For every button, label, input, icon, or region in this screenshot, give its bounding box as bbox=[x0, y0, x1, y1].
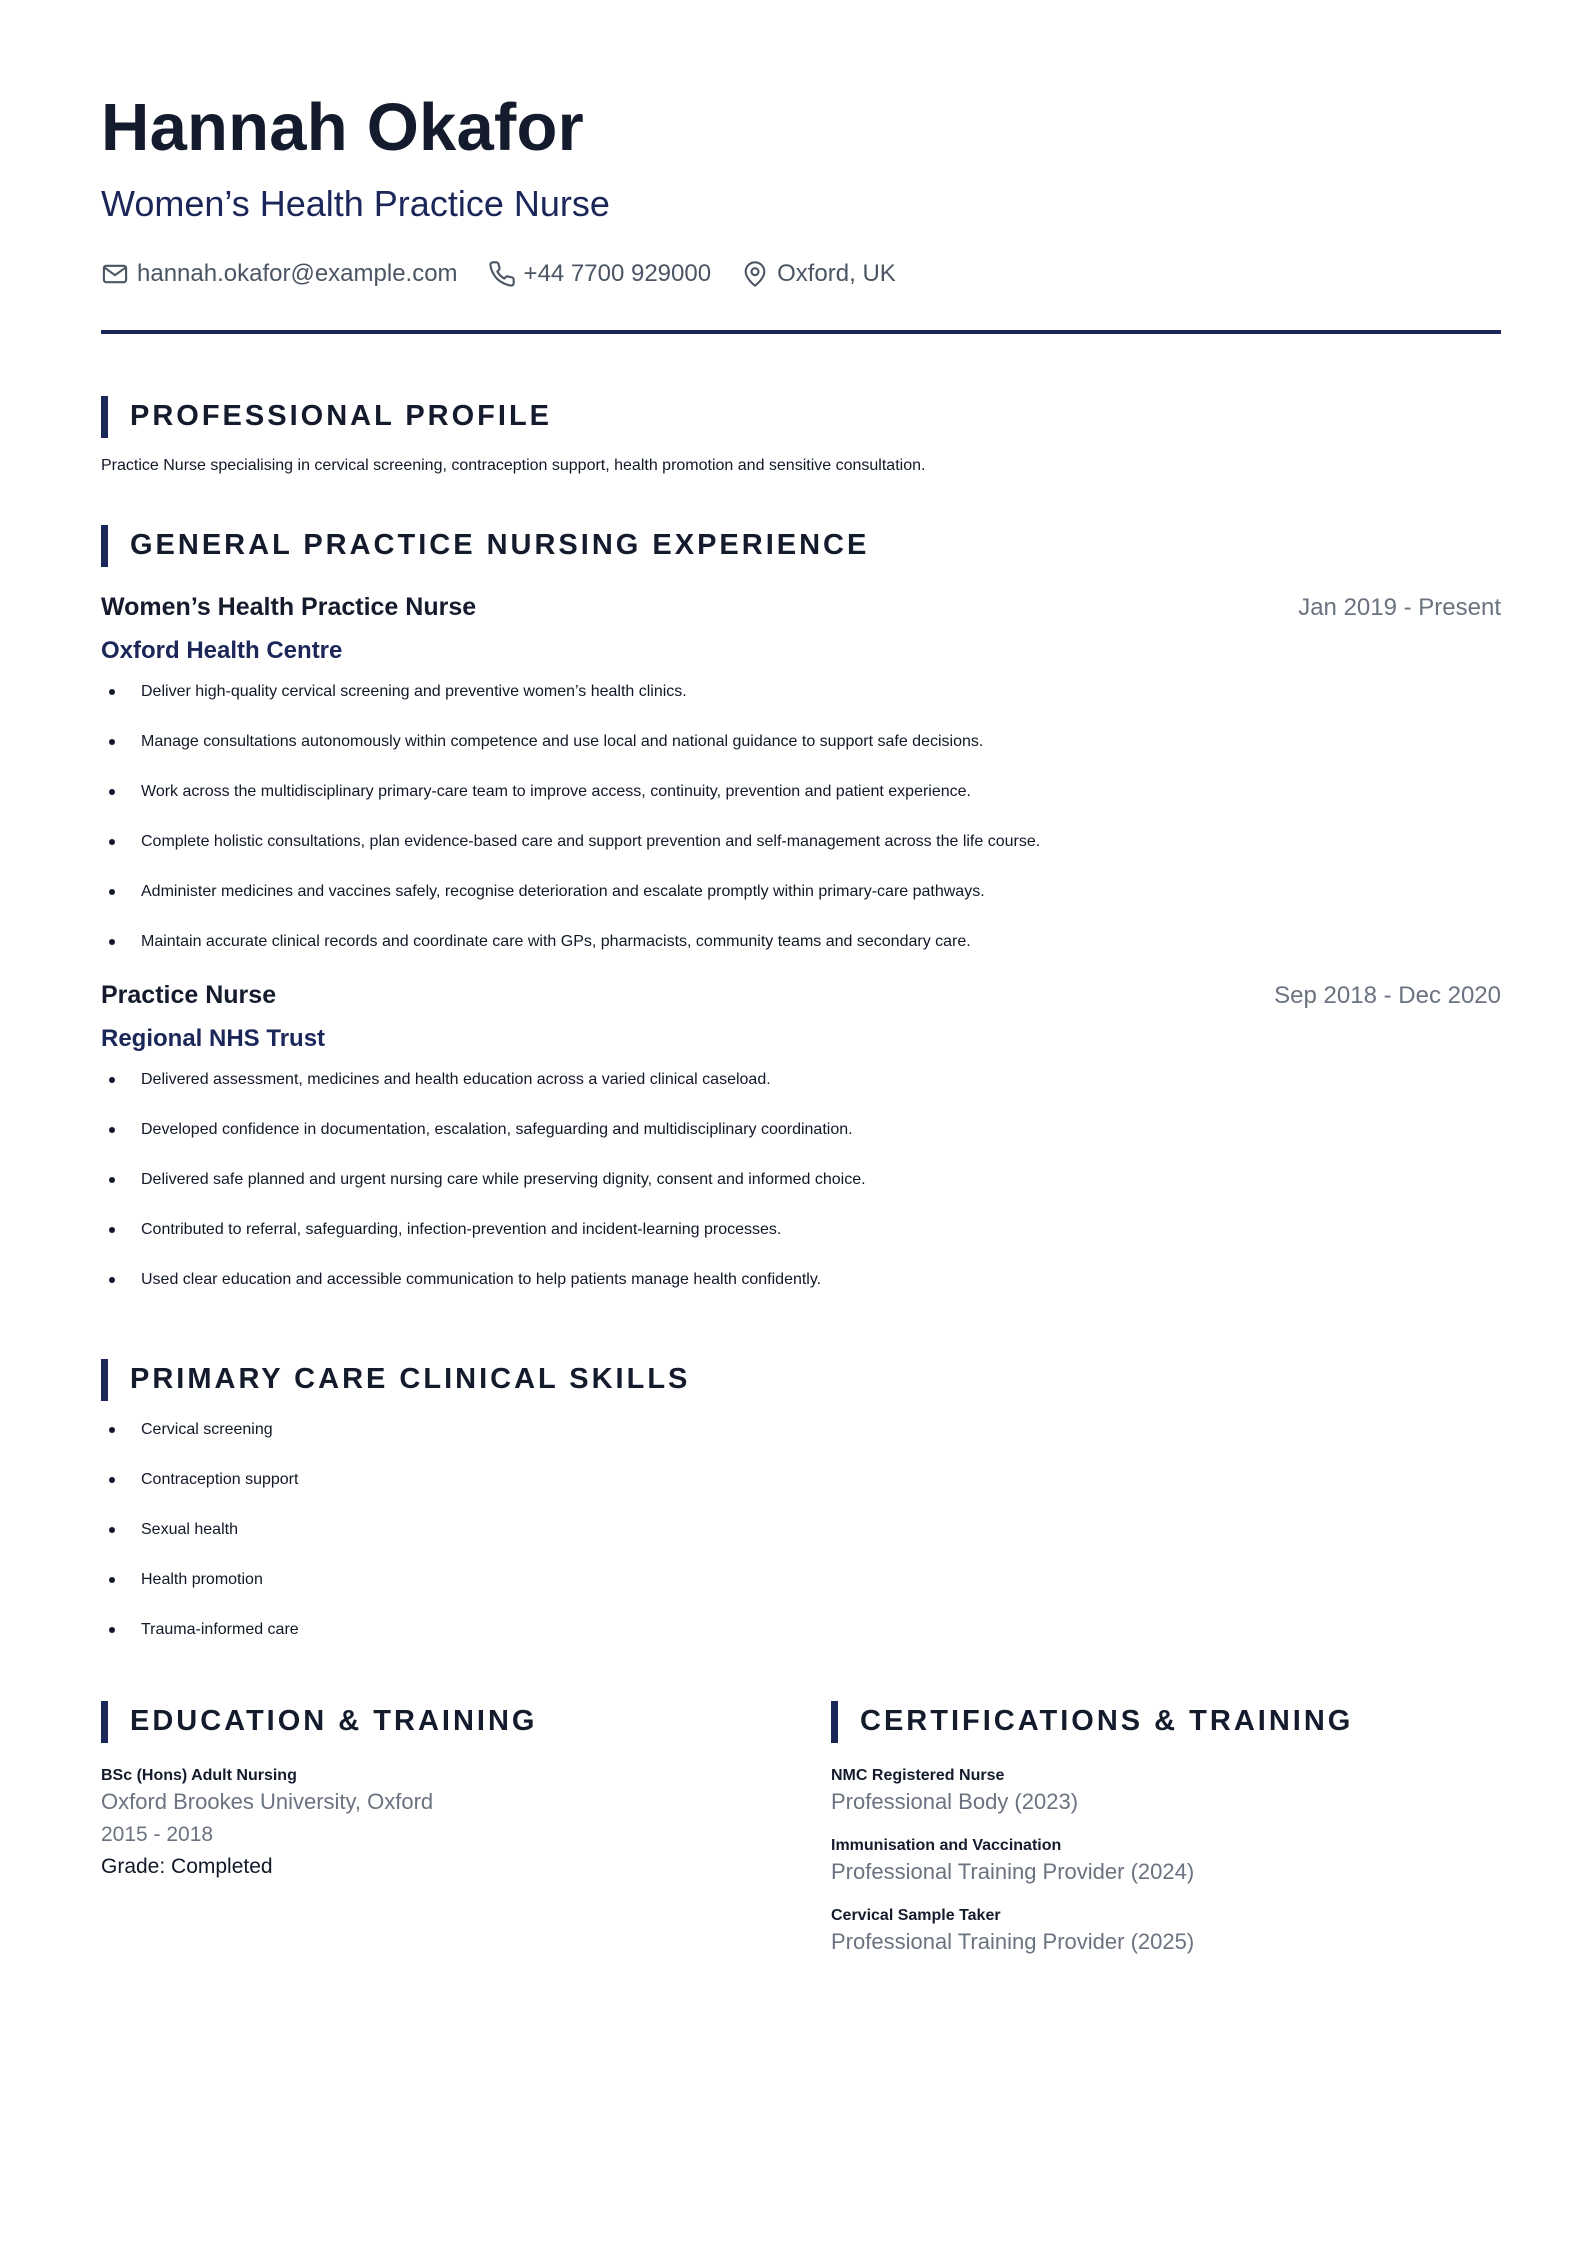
job-bullets bbox=[101, 681, 1501, 981]
contact-location-text: Oxford, UK bbox=[777, 259, 896, 287]
education-entry bbox=[101, 1767, 831, 1879]
skill-item: Cervical screening bbox=[101, 1419, 1501, 1469]
certification-name: NMC Registered Nurse bbox=[831, 1766, 1005, 1784]
education-degree: BSc (Hons) Adult Nursing bbox=[101, 1766, 297, 1784]
job-bullet: Work across the multidisciplinary primary-care team to improve access, continuity, prevention and patient experience. bbox=[101, 781, 1501, 831]
skills-heading-text: PRIMARY CARE CLINICAL SKILLS bbox=[130, 1363, 691, 1396]
contact-email[interactable] bbox=[101, 260, 458, 288]
skill-item: Contraception support bbox=[101, 1469, 1501, 1519]
certification-item bbox=[831, 1767, 1501, 1815]
candidate-name: Hannah Okafor bbox=[101, 90, 584, 165]
skill-item: Sexual health bbox=[101, 1519, 1501, 1569]
education-section bbox=[101, 1701, 831, 1977]
experience-heading bbox=[101, 525, 1501, 567]
contact-phone-text: +44 7700 929000 bbox=[523, 259, 712, 287]
job-entry bbox=[101, 981, 1501, 1319]
job-title: Women’s Health Practice Nurse bbox=[101, 592, 477, 621]
job-title: Practice Nurse bbox=[101, 980, 277, 1009]
candidate-headline: Women’s Health Practice Nurse bbox=[101, 183, 610, 225]
skills-section bbox=[101, 1359, 1501, 1669]
job-bullet: Administer medicines and vaccines safely, recognise deterioration and escalate promptly within primary-care pathways. bbox=[101, 881, 1501, 931]
skills-list bbox=[101, 1419, 1501, 1669]
job-organisation: Oxford Health Centre bbox=[101, 636, 343, 664]
job-dates: Sep 2018 - Dec 2020 bbox=[1274, 981, 1501, 1009]
education-heading-text: EDUCATION & TRAINING bbox=[130, 1705, 538, 1738]
certification-issuer: Professional Training Provider (2025) bbox=[831, 1928, 1195, 1954]
profile-heading bbox=[101, 396, 1501, 438]
certification-name: Cervical Sample Taker bbox=[831, 1906, 1001, 1924]
certification-item bbox=[831, 1837, 1501, 1885]
job-bullet: Delivered safe planned and urgent nursing care while preserving dignity, consent and informed choice. bbox=[101, 1169, 1501, 1219]
certifications-section bbox=[831, 1701, 1501, 1977]
education-institution: Oxford Brookes University, Oxford bbox=[101, 1788, 434, 1814]
section-accent-bar bbox=[831, 1701, 838, 1743]
job-bullet: Developed confidence in documentation, escalation, safeguarding and multidisciplinary coordination. bbox=[101, 1119, 1501, 1169]
profile-heading-text: PROFESSIONAL PROFILE bbox=[130, 400, 553, 433]
certification-name: Immunisation and Vaccination bbox=[831, 1836, 1062, 1854]
job-bullet: Used clear education and accessible communication to help patients manage health confidently. bbox=[101, 1269, 1501, 1319]
phone-icon bbox=[488, 260, 516, 288]
skill-item: Health promotion bbox=[101, 1569, 1501, 1619]
job-entry bbox=[101, 593, 1501, 981]
section-accent-bar bbox=[101, 396, 108, 438]
certifications-list bbox=[831, 1767, 1501, 1955]
job-organisation: Regional NHS Trust bbox=[101, 1024, 326, 1052]
mail-icon bbox=[101, 260, 129, 288]
contact-location bbox=[741, 260, 896, 288]
certifications-heading bbox=[831, 1701, 1501, 1743]
education-grade: Grade: Completed bbox=[101, 1854, 273, 1878]
skills-heading bbox=[101, 1359, 1501, 1401]
skill-item: Trauma-informed care bbox=[101, 1619, 1501, 1669]
job-header bbox=[101, 593, 1501, 622]
experience-heading-text: GENERAL PRACTICE NURSING EXPERIENCE bbox=[130, 529, 870, 562]
job-bullet: Contributed to referral, safeguarding, infection-prevention and incident-learning processes. bbox=[101, 1219, 1501, 1269]
certification-issuer: Professional Body (2023) bbox=[831, 1788, 1079, 1814]
job-bullet: Delivered assessment, medicines and health education across a varied clinical caseload. bbox=[101, 1069, 1501, 1119]
job-bullet: Manage consultations autonomously within competence and use local and national guidance to support safe decisions. bbox=[101, 731, 1501, 781]
education-heading bbox=[101, 1701, 831, 1743]
job-dates: Jan 2019 - Present bbox=[1298, 593, 1501, 621]
job-bullet: Deliver high-quality cervical screening and preventive women’s health clinics. bbox=[101, 681, 1501, 731]
contact-phone[interactable] bbox=[488, 260, 712, 288]
job-bullet: Maintain accurate clinical records and coordinate care with GPs, pharmacists, community teams and secondary care. bbox=[101, 931, 1501, 981]
education-dates: 2015 - 2018 bbox=[101, 1822, 214, 1846]
education-certifications-row bbox=[101, 1701, 1501, 1977]
job-bullet: Complete holistic consultations, plan evidence-based care and support prevention and self-management across the life course. bbox=[101, 831, 1501, 881]
experience-section bbox=[101, 525, 1501, 1319]
section-accent-bar bbox=[101, 525, 108, 567]
section-accent-bar bbox=[101, 1701, 108, 1743]
job-bullets bbox=[101, 1069, 1501, 1319]
section-accent-bar bbox=[101, 1359, 108, 1401]
certification-item bbox=[831, 1907, 1501, 1955]
job-header bbox=[101, 981, 1501, 1010]
contact-bar bbox=[101, 260, 1501, 288]
certification-issuer: Professional Training Provider (2024) bbox=[831, 1858, 1195, 1884]
contact-email-text: hannah.okafor@example.com bbox=[137, 259, 458, 287]
profile-section bbox=[101, 396, 1501, 475]
header-divider bbox=[101, 330, 1501, 334]
profile-summary: Practice Nurse specialising in cervical screening, contraception support, health promotion and sensitive consultation. bbox=[101, 456, 926, 474]
certifications-heading-text: CERTIFICATIONS & TRAINING bbox=[860, 1705, 1354, 1738]
map-pin-icon bbox=[741, 260, 769, 288]
